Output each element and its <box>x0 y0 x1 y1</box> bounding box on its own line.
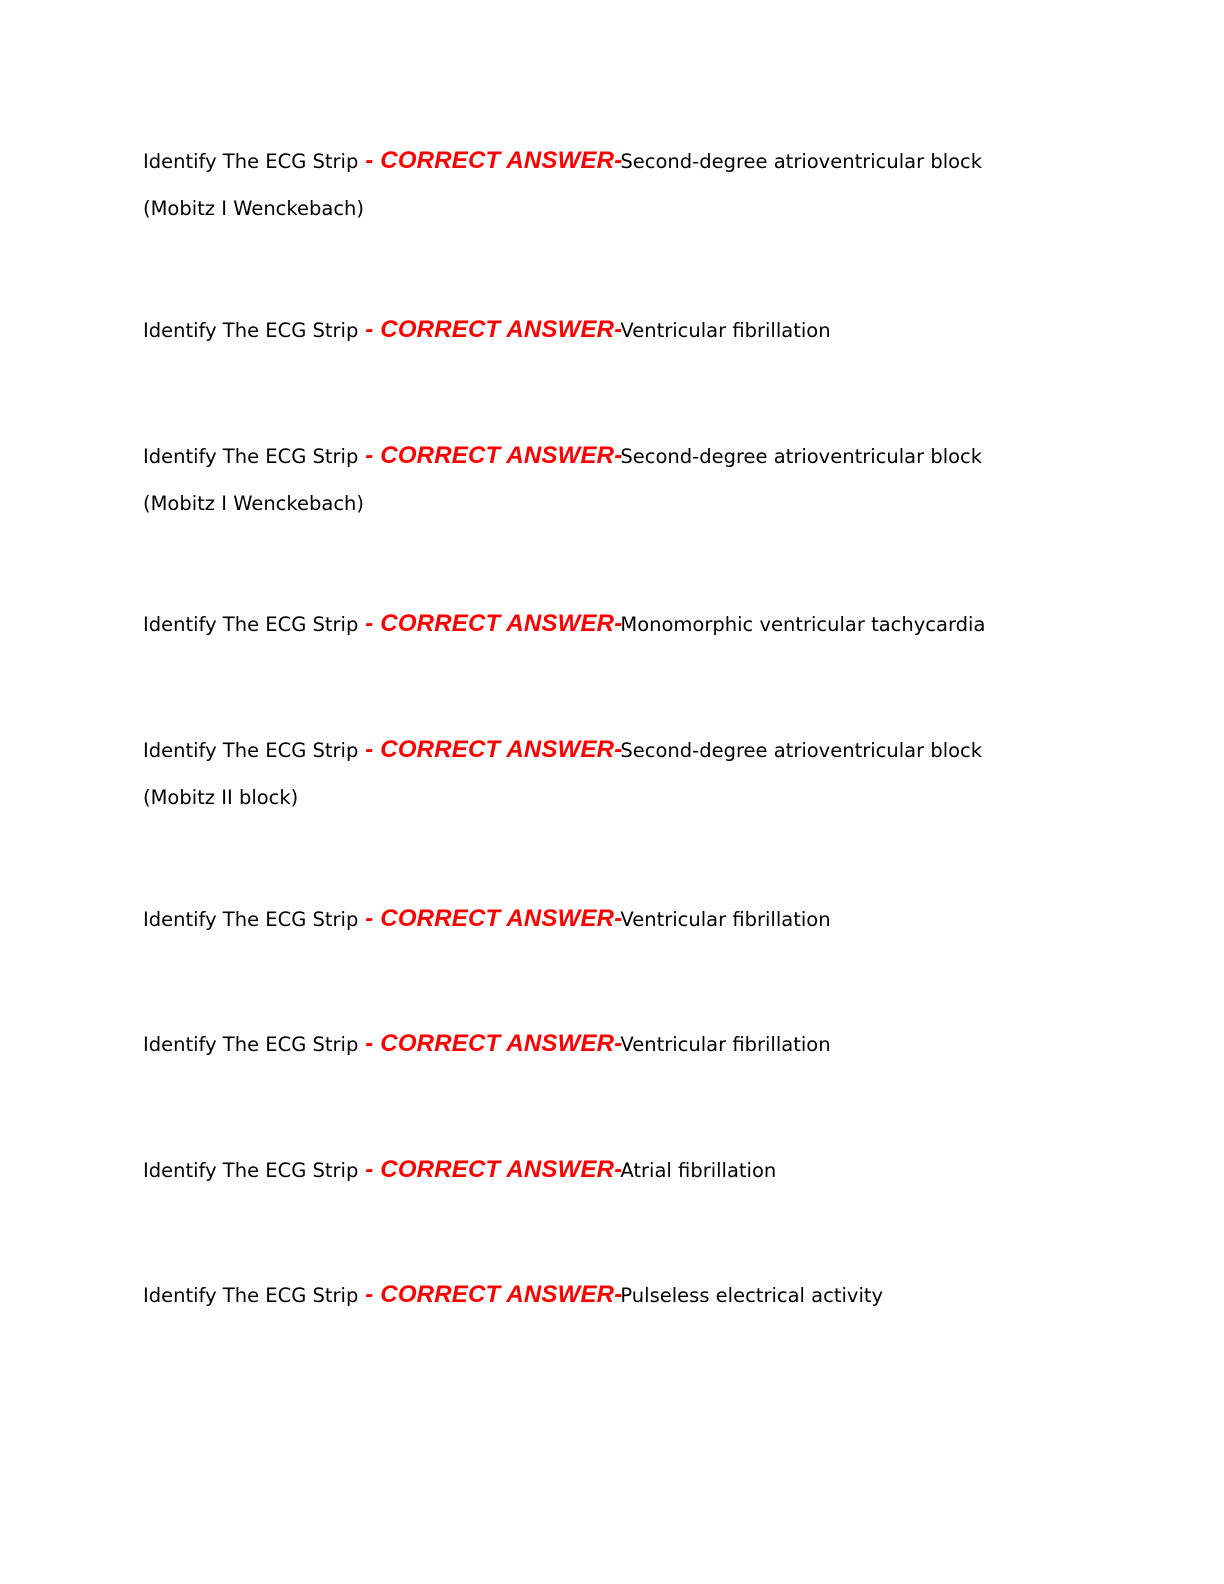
answer-text: Second-degree atrioventricular block (Mobitz I Wenckebach) <box>143 150 983 220</box>
question-text: Identify The ECG Strip <box>143 319 359 342</box>
question-text: Identify The ECG Strip <box>143 613 359 636</box>
correct-answer-marker: - CORRECT ANSWER- <box>358 442 623 469</box>
question-text: Identify The ECG Strip <box>143 150 359 173</box>
answer-text: Second-degree atrioventricular block (Mobitz II block) <box>143 739 983 809</box>
question-text: Identify The ECG Strip <box>143 1033 359 1056</box>
qa-item <box>143 1020 1043 1068</box>
question-text: Identify The ECG Strip <box>143 1284 359 1307</box>
answer-text: Ventricular fibrillation <box>620 319 831 342</box>
answer-text: Second-degree atrioventricular block (Mobitz I Wenckebach) <box>143 445 983 515</box>
question-text: Identify The ECG Strip <box>143 1159 359 1182</box>
qa-item <box>143 137 1043 232</box>
qa-item <box>143 895 1043 943</box>
qa-item <box>143 432 1043 527</box>
qa-item <box>143 726 1043 821</box>
answer-text: Pulseless electrical activity <box>620 1284 884 1307</box>
answer-text: Monomorphic ventricular tachycardia <box>620 613 986 636</box>
correct-answer-marker: - CORRECT ANSWER- <box>358 610 623 637</box>
correct-answer-marker: - CORRECT ANSWER- <box>358 147 623 174</box>
question-text: Identify The ECG Strip <box>143 739 359 762</box>
answer-text: Ventricular fibrillation <box>620 1033 831 1056</box>
correct-answer-marker: - CORRECT ANSWER- <box>358 905 623 932</box>
correct-answer-marker: - CORRECT ANSWER- <box>358 316 623 343</box>
correct-answer-marker: - CORRECT ANSWER- <box>358 1030 623 1057</box>
correct-answer-marker: - CORRECT ANSWER- <box>358 1281 623 1308</box>
qa-item <box>143 1271 1043 1319</box>
correct-answer-marker: - CORRECT ANSWER- <box>358 736 623 763</box>
answer-text: Ventricular fibrillation <box>620 908 831 931</box>
question-text: Identify The ECG Strip <box>143 908 359 931</box>
correct-answer-marker: - CORRECT ANSWER- <box>358 1156 623 1183</box>
qa-item <box>143 306 1043 354</box>
qa-item <box>143 600 1043 648</box>
answer-text: Atrial fibrillation <box>620 1159 777 1182</box>
question-text: Identify The ECG Strip <box>143 445 359 468</box>
qa-item <box>143 1146 1043 1194</box>
